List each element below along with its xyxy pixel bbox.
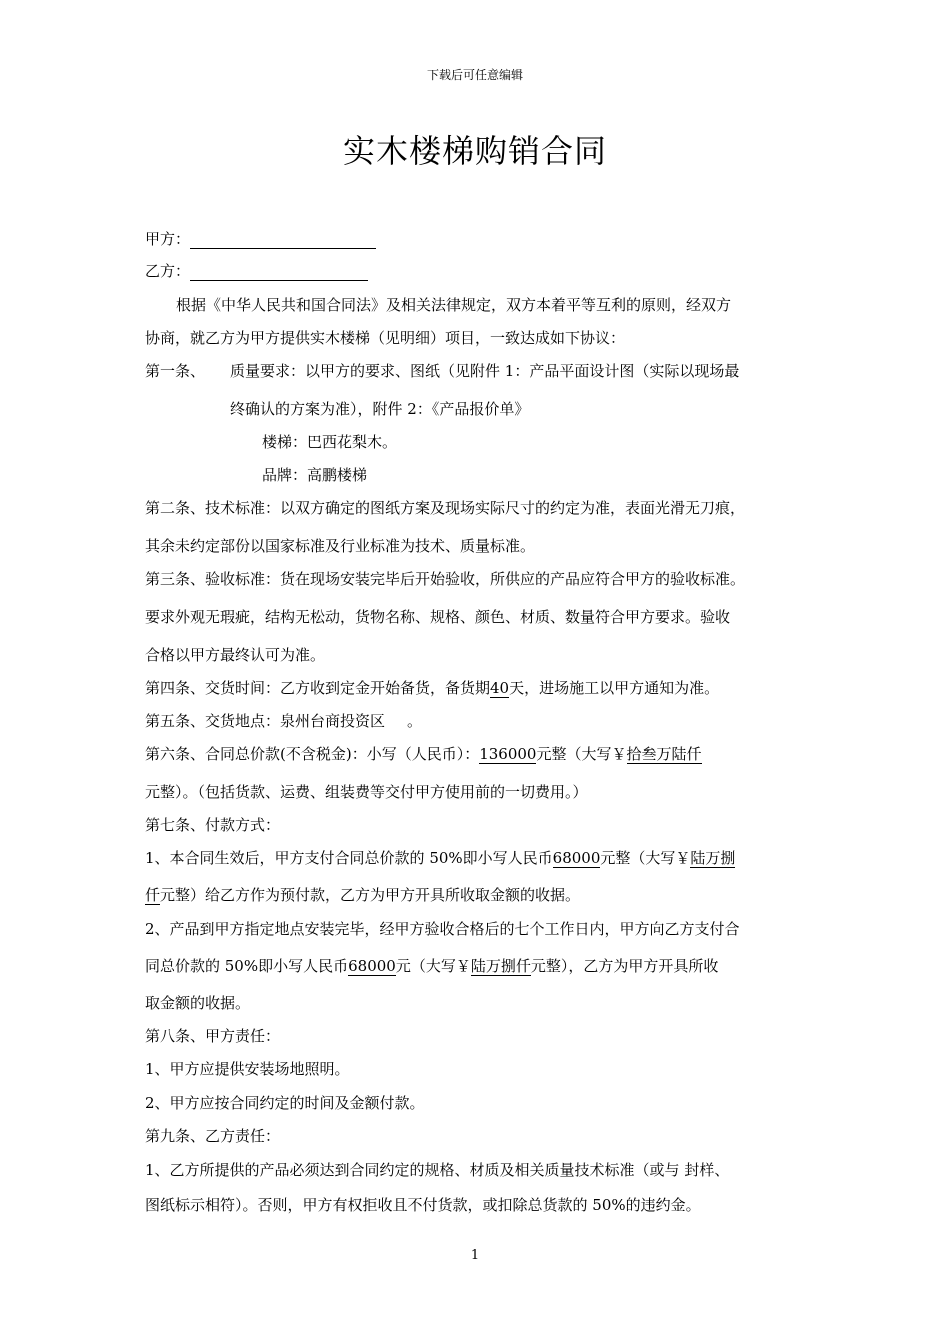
article-7-p2-line-1: 2、产品到甲方指定地点安装完毕，经甲方验收合格后的七个工作日内，甲方向乙方支付合 (145, 920, 740, 938)
article-1-stair-material: 楼梯：巴西花梨木。 (262, 433, 398, 451)
article-6-text-pre: 第六条、合同总价款(不含税金)：小写（人民币）： (145, 745, 480, 763)
final-payment-words: 陆万捌仟 (470, 957, 531, 975)
article-7-p1-line-1 (145, 848, 735, 868)
intro-line-2: 协商，就乙方为甲方提供实木楼梯（见明细）项目，一致达成如下协议： (145, 329, 626, 347)
article-6-line-2: 元整）。（包括货款、运费、组装费等交付甲方使用前的一切费用。） (145, 783, 588, 801)
page-number: 1 (470, 1248, 480, 1263)
article-7-p1-post: 元整）给乙方作为预付款，乙方为甲方开具所收取金额的收据。 (160, 886, 581, 904)
article-1-line-1: 质量要求：以甲方的要求、图纸（见附件 1：产品平面设计图（实际以现场最 (230, 362, 740, 380)
article-3-line-1: 第三条、验收标准：货在现场安装完毕后开始验收，所供应的产品应符合甲方的验收标准。 (145, 570, 746, 588)
party-a-label: 甲方： (145, 230, 191, 248)
article-5-text-post: 。 (407, 712, 423, 730)
party-b-line (145, 261, 368, 281)
delivery-days: 40 (490, 679, 510, 697)
article-9-title: 第九条、乙方责任： (145, 1127, 281, 1145)
page-header: 下载后可任意编辑 (426, 68, 523, 82)
article-4-text-pre: 第四条、交货时间：乙方收到定金开始备货，备货期 (145, 679, 491, 697)
prepayment-words-part-1: 陆万捌 (690, 849, 736, 867)
article-5-line (145, 711, 422, 731)
article-7-p2-line-3: 取金额的收据。 (145, 994, 251, 1012)
article-4-text-post: 天，进场施工以甲方通知为准。 (509, 679, 720, 697)
article-1-brand: 品牌：高鹏楼梯 (262, 466, 368, 484)
article-7-p2-post: 元整），乙方为甲方开具所收 (530, 957, 719, 975)
intro-line-1: 根据《中华人民共和国合同法》及相关法律规定，双方本着平等互利的原则，经双方 (176, 296, 732, 314)
article-7-title: 第七条、付款方式： (145, 816, 281, 834)
article-9-p1-line-2: 图纸标示相符）。否则，甲方有权拒收且不付货款，或扣除总货款的 50%的违约金。 (145, 1196, 701, 1214)
article-8-title: 第八条、甲方责任： (145, 1027, 281, 1045)
prepayment-words-part-2: 仟 (145, 886, 161, 904)
party-b-label: 乙方： (145, 262, 191, 280)
article-1-line-2: 终确认的方案为准），附件 2：《产品报价单》 (230, 400, 530, 418)
article-1-number: 第一条、 (145, 362, 206, 380)
article-2-line-2: 其余未约定部份以国家标准及行业标准为技术、质量标准。 (145, 537, 536, 555)
party-b-blank[interactable] (190, 263, 368, 281)
party-a-blank[interactable] (190, 231, 376, 249)
article-7-p1-mid: 元整（大写￥ (600, 849, 691, 867)
article-7-p2-pre: 同总价款的 50%即小写人民币 (145, 957, 349, 975)
document-title: 实木楼梯购销合同 (342, 132, 607, 170)
article-3-line-3: 合格以甲方最终认可为准。 (145, 646, 326, 664)
prepayment-amount: 68000 (552, 849, 601, 867)
total-amount: 136000 (479, 745, 537, 763)
article-7-p1-pre: 1、本合同生效后，甲方支付合同总价款的 50%即小写人民币 (145, 849, 553, 867)
article-6-line-1 (145, 744, 702, 764)
article-5-text-pre: 第五条、交货地点：泉州台商投资区 (145, 712, 386, 730)
article-7-p2-mid: 元（大写￥ (395, 957, 471, 975)
article-3-line-2: 要求外观无瑕疵，结构无松动，货物名称、规格、颜色、材质、数量符合甲方要求。验收 (145, 608, 731, 626)
article-8-item-2: 2、甲方应按合同约定的时间及金额付款。 (145, 1094, 425, 1112)
article-2-line-1: 第二条、技术标准：以双方确定的图纸方案及现场实际尺寸的约定为准，表面光滑无刀痕， (145, 499, 746, 517)
party-a-line (145, 229, 376, 249)
article-6-text-mid: 元整（大写￥ (536, 745, 627, 763)
article-9-p1-line-1: 1、乙方所提供的产品必须达到合同约定的规格、材质及相关质量技术标准（或与 封样、 (145, 1161, 730, 1179)
article-7-p1-line-2 (145, 885, 580, 905)
final-payment-amount: 68000 (348, 957, 396, 975)
article-4-line (145, 678, 719, 698)
total-amount-words: 拾叁万陆仟 (626, 745, 702, 763)
article-8-item-1: 1、甲方应提供安装场地照明。 (145, 1060, 350, 1078)
article-7-p2-line-2 (145, 956, 718, 976)
